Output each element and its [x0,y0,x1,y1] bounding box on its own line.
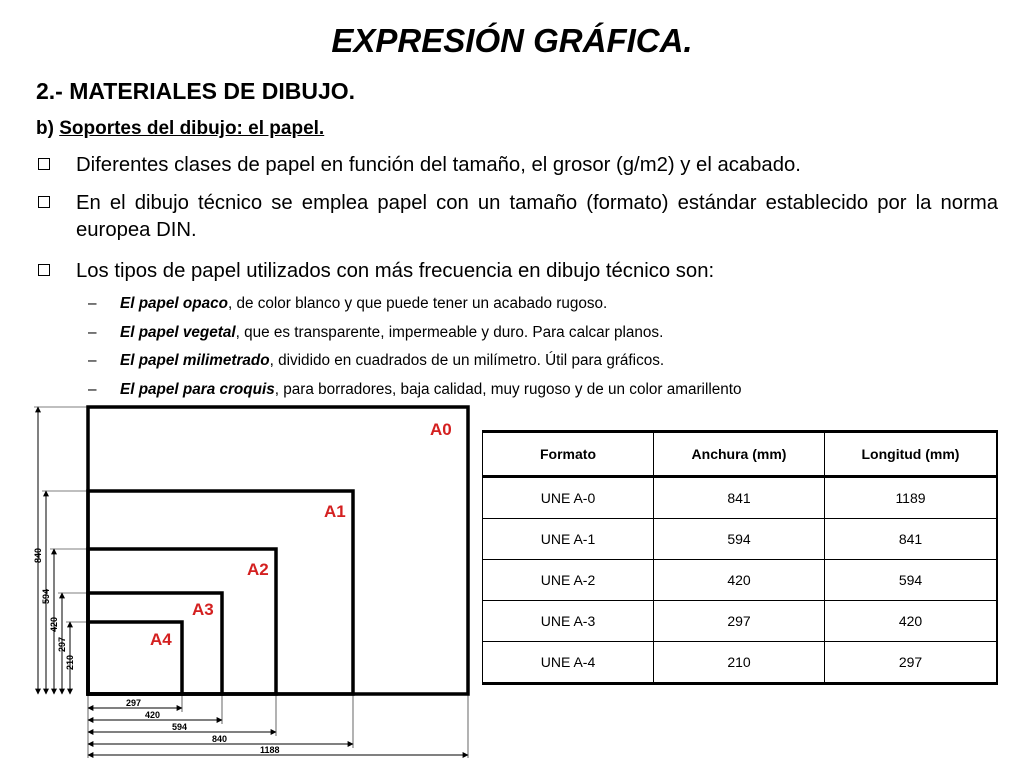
table-row [483,477,998,519]
bullet-item [36,258,998,285]
paper-type-name: El papel milimetrado [120,352,270,369]
label-a0: A0 [430,420,452,439]
cell-width: 420 [654,560,825,601]
header-longitud: Longitud (mm) [825,432,998,477]
paper-type-name: El papel para croquis [120,381,275,398]
label-a4: A4 [150,630,172,649]
header-formato: Formato [483,432,654,477]
paper-formats-diagram [30,400,485,760]
format-rectangles [88,407,468,694]
table-row [483,560,998,601]
cell-format: UNE A-3 [483,601,654,642]
width-label-297: 297 [126,698,142,708]
paper-type-desc: , de color blanco y que puede tener un acabado rugoso. [227,295,608,312]
bullet-item [36,190,998,244]
cell-format: UNE A-2 [483,560,654,601]
cell-length: 297 [825,642,998,684]
paper-format-table [482,430,998,685]
label-a3: A3 [192,600,214,619]
bullet-item [36,152,998,179]
cell-format: UNE A-0 [483,477,654,519]
format-labels [150,420,452,649]
cell-width: 210 [654,642,825,684]
checkbox-bullet-icon [38,158,50,170]
checkbox-bullet-icon [38,264,50,276]
cell-length: 1189 [825,477,998,519]
table-row [483,519,998,560]
cell-format: UNE A-4 [483,642,654,684]
paper-type-desc: , dividido en cuadrados de un milímetro. Útil para gráficos. [269,352,665,369]
subsection-text: Soportes del dibujo: el papel. [59,118,325,139]
width-labels [126,698,280,755]
cell-length: 841 [825,519,998,560]
cell-length: 594 [825,560,998,601]
height-label-210: 210 [65,654,75,670]
table-row [483,642,998,684]
slide-title: EXPRESIÓN GRÁFICA. [331,22,693,59]
width-label-420: 420 [145,710,161,720]
dash-bullet: – [88,352,97,369]
width-label-1188: 1188 [260,745,280,755]
bullet-text: En el dibujo técnico se emplea papel con un tamaño (formato) estándar establecido por la norma europea DIN. [76,192,998,241]
dash-bullet: – [88,324,97,341]
subsection-prefix: b) [36,118,60,139]
header-anchura: Anchura (mm) [654,432,825,477]
cell-width: 297 [654,601,825,642]
bullet-text: Los tipos de papel utilizados con más frecuencia en dibujo técnico son: [76,260,715,282]
paper-type-name: El papel vegetal [120,324,236,341]
height-label-594: 594 [41,588,51,604]
table-header-row [483,432,998,477]
section-heading: 2.- MATERIALES DE DIBUJO. [36,78,356,104]
height-label-840: 840 [33,547,43,563]
label-a2: A2 [247,560,269,579]
dash-bullet: – [88,381,97,398]
paper-type-name: El papel opaco [120,295,228,312]
height-label-297: 297 [57,636,67,652]
label-a1: A1 [324,502,346,521]
dash-bullet: – [88,295,97,312]
table-row [483,601,998,642]
checkbox-bullet-icon [38,196,50,208]
cell-format: UNE A-1 [483,519,654,560]
cell-width: 594 [654,519,825,560]
paper-type-desc: , que es transparente, impermeable y duro. Para calcar planos. [235,324,664,341]
bullet-text: Diferentes clases de papel en función del tamaño, el grosor (g/m2) y el acabado. [76,154,801,176]
cell-length: 420 [825,601,998,642]
height-label-420: 420 [49,616,59,632]
paper-type-desc: , para borradores, baja calidad, muy rugoso y de un color amarillento [274,381,742,398]
width-label-840: 840 [212,734,228,744]
width-label-594: 594 [172,722,188,732]
subsection-heading [36,118,324,140]
cell-width: 841 [654,477,825,519]
